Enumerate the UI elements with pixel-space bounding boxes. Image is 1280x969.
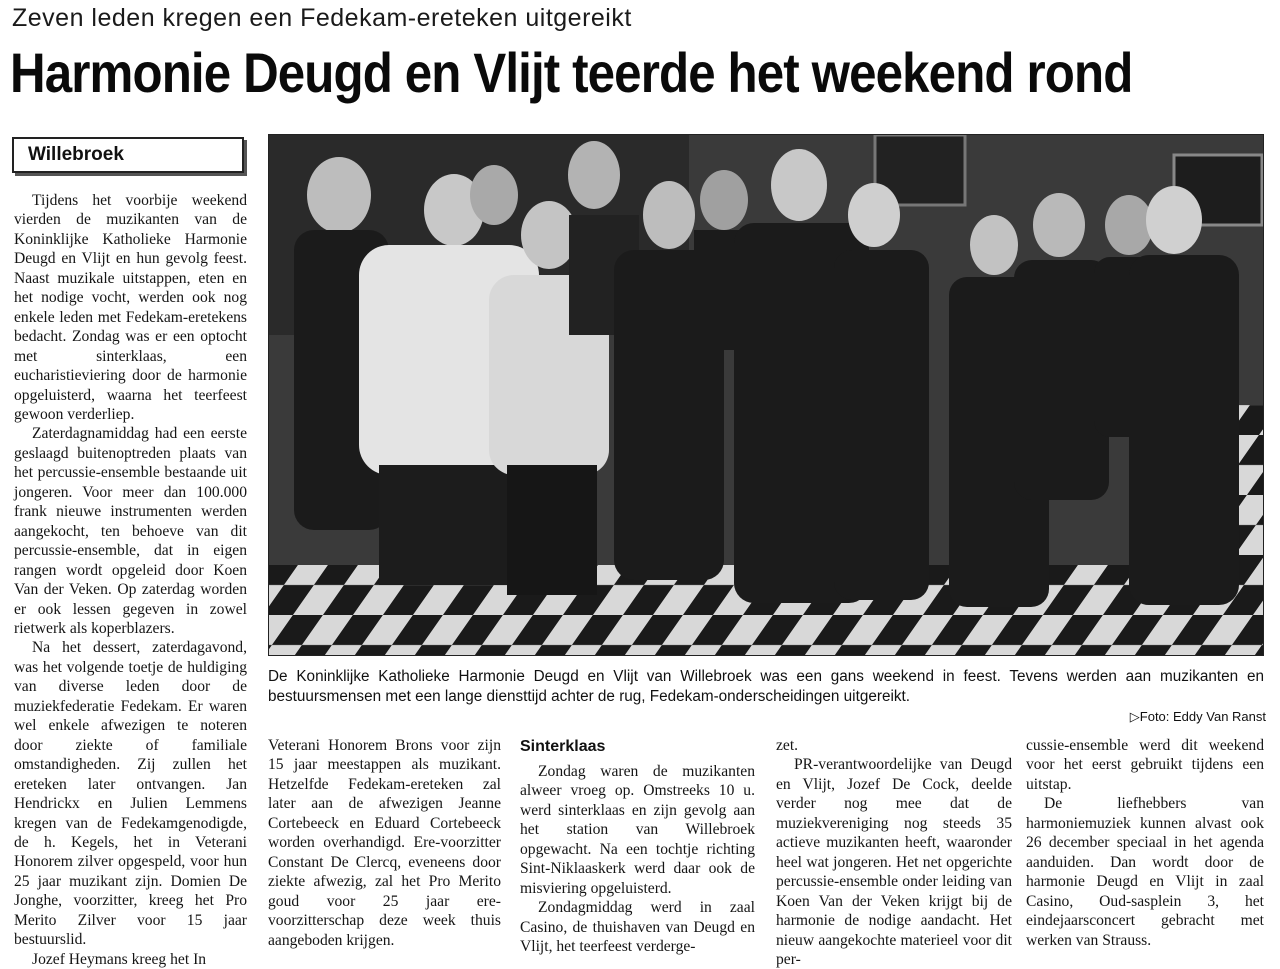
paragraph: Zondag waren de muzikanten alweer vroeg op. Omstreeks 10 u. werd sinterklaas en zijn gevolg aan het station van Willebroek opgewacht. Na een tochtje richting Sint-Niklaaskerk werd daar ook de misviering opgeluisterd. bbox=[520, 763, 755, 897]
paragraph: Zaterdagnamiddag had een eerste geslaagd buitenoptreden plaats van het percussie-ensemble bestaande uit jongeren. Voor meer dan 100.000 frank nieuwe instrumenten werden aangekocht, ten behoeve van dit percussie-ensemble, dat in eigen rangen wordt opgeleid door Koen Van der Veken. Op zaterdag worden er ook lessen gegeven in zowel rietwerk als koperblazers. bbox=[14, 425, 247, 637]
photo-credit: ▷Foto: Eddy Van Ranst bbox=[1129, 709, 1266, 724]
paragraph: Zondagmiddag werd in zaal Casino, de thuishaven van Deugd en Vlijt, het teerfeest verderge- bbox=[520, 899, 755, 956]
section-heading-sinterklaas: Sinterklaas bbox=[520, 738, 606, 755]
paragraph: Tijdens het voorbije weekend vierden de muzikanten van de Koninklijke Katholieke Harmonie Deugd en Vlijt en hun gevolg feest. Naast muzikale uitstappen, eten en het nodige vocht, werden ook nog enkele leden met Fedekam-eretekens bedacht. Zondag was er een optocht met sinterklaas, een eucharistieviering door de harmonie opgeluisterd, waarna het teerfeest gewoon verderliep. bbox=[14, 192, 247, 423]
group-photo bbox=[268, 134, 1264, 656]
photo-caption: De Koninklijke Katholieke Harmonie Deugd en Vlijt van Willebroek was een gans weekend in feest. Tevens werden aan muzikanten en bestuursmensen met een lange diensttijd achter de rug, Fedekam-onderscheidingen uitgereikt. bbox=[268, 668, 1264, 705]
group-photo-illustration bbox=[269, 135, 1264, 656]
location-label: Willebroek bbox=[12, 137, 244, 173]
article-kicker: Zeven leden kregen een Fedekam-ereteken uitgereikt bbox=[12, 4, 632, 32]
paragraph: Na het dessert, zaterdagavond, was het volgende toetje de huldiging van diverse leden door de muziekfederatie Fedekam. Er waren wel enkele afwezigen te noteren door ziekte of familiale omstandigheden. Zij zullen het ereteken later ontvangen. Jan Hendrickx en Julien Lemmens kregen van de Fedekamgenodigde, de h. Kegels, het in Veterani Honorem zilver opgespeld, voor hun 25 jaar muzikant zijn. Domien De Jonghe, voorzitter, kreeg het Pro Merito Zilver voor 15 jaar bestuurslid. bbox=[14, 639, 247, 949]
paragraph: Jozef Heymans kreeg het In bbox=[32, 950, 207, 968]
article-column-1 bbox=[14, 191, 247, 969]
article-column-5 bbox=[1026, 736, 1264, 950]
article-column-3 bbox=[520, 762, 755, 957]
paragraph: zet. bbox=[776, 737, 799, 754]
article-headline: Harmonie Deugd en Vlijt teerde het weekend rond bbox=[10, 41, 1133, 104]
paragraph: Veterani Honorem Brons voor zijn 15 jaar meestappen als muzikant. Hetzelfde Fedekam-ereteken zal later aan de afwezigen Jeanne Cortebeeck en Eduard Cortebeeck worden overhandigd. Ere-voorzitter Constant De Clercq, eveneens door ziekte afwezig, zal het Pro Merito goud voor 25 jaar ere-voorzitterschap deze week thuis aangeboden krijgen. bbox=[268, 737, 501, 949]
paragraph: cussie-ensemble werd dit weekend voor het eerst gebruikt tijdens een uitstap. bbox=[1026, 737, 1264, 793]
paragraph: De liefhebbers van harmoniemuziek kunnen alvast ook 26 december speciaal in het agenda aanduiden. Dan wordt door de harmonie Deugd en Vlijt in zaal Casino, Oud-sasplein 3, het eindejaarsconcert gebracht met werken van Strauss. bbox=[1026, 795, 1264, 949]
paragraph: PR-verantwoordelijke van Deugd en Vlijt, Jozef De Cock, deelde verder nog mee dat de muziekvereniging nog steeds 35 actieve muzikanten heeft, waaronder heel wat jongeren. Het net opgerichte percussie-ensemble onder leiding van Koen Van der Veken krijgt bij de harmonie de nodige aandacht. Het nieuw aangekochte materieel voor dit per- bbox=[776, 756, 1012, 968]
article-column-2 bbox=[268, 736, 501, 950]
article-column-4 bbox=[776, 736, 1012, 969]
